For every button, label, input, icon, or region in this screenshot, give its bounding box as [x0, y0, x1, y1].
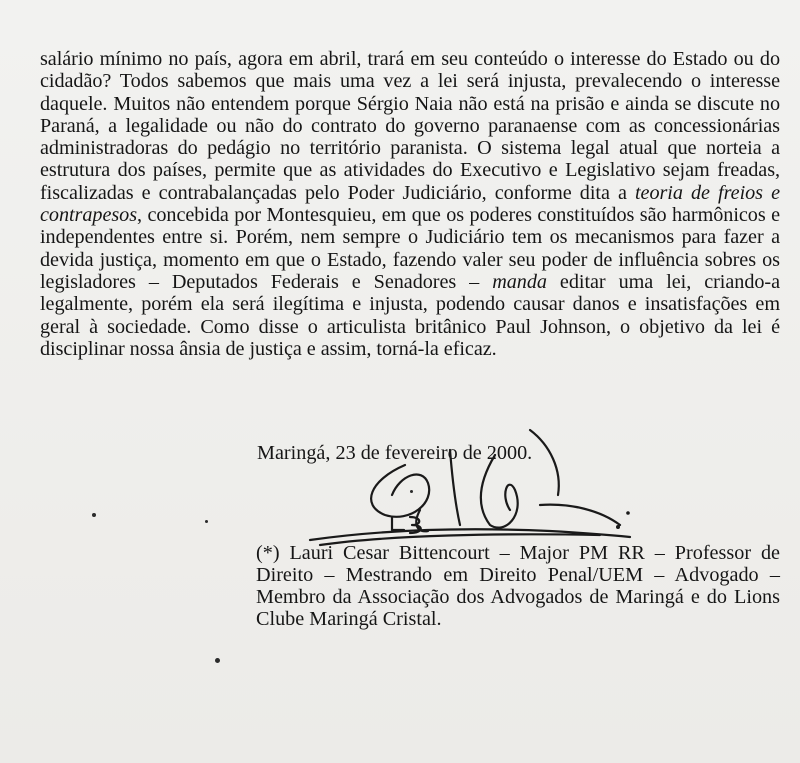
date-line: Maringá, 23 de fevereiro de 2000. [257, 442, 533, 464]
footnote-text: (*) Lauri Cesar Bittencourt – Major PM RR – Professor de Direito – Mestrando em Direito Penal/UEM – Advogado – Membro da Associação dos Advogados de Maringá e do Lions Clube Maringá Cristal. [256, 542, 780, 630]
author-footnote [40, 542, 780, 630]
ink-speck [215, 658, 220, 663]
italic-phrase-freios: teoria de freios e contrapesos [40, 181, 780, 227]
handwritten-signature [300, 385, 660, 565]
article-body [40, 48, 780, 360]
body-paragraph [40, 48, 780, 360]
paragraph-text-2: , concebida por Montesquieu, em que os poderes constituídos são harmônicos e independentes entre si. Porém, nem sempre o Judiciário tem os mecanismos para fazer a devida justiça, momento em que o Estado, fazendo valer seu poder de influência sobres os legisladores – Deputados Federais e Senadores – [40, 204, 780, 293]
paragraph-text-3: editar uma lei, criando-a legalmente, porém ela será ilegítima e injusta, podendo causar danos e insatisfações em geral à sociedade. Como disse o articulista britânico Paul Johnson, o objetivo da lei é disciplinar nossa ânsia de justiça e assim, torná-la eficaz. [40, 270, 780, 360]
paragraph-text-1: salário mínimo no país, agora em abril, trará em seu conteúdo o interesse do Estado ou do cidadão? Todos sabemos que mais uma vez a lei será injusta, prevalecendo o interesse daquele. Muitos não entendem porque Sérgio Naia não está na prisão e ainda se discute no Paraná, a legalidade ou não do contrato do governo paranaense com as concessionárias administradoras do pedágio no território paranista. O sistema legal atual que norteia a estrutura dos países, permite que as atividades do Executivo e Legislativo sejam freadas, fiscalizadas e contrabalançadas pelo Poder Judiciário, conforme dita a [40, 48, 780, 204]
ink-speck [92, 513, 96, 517]
ink-speck [410, 490, 413, 493]
ink-speck [205, 520, 208, 523]
italic-word-manda: manda [492, 270, 547, 293]
